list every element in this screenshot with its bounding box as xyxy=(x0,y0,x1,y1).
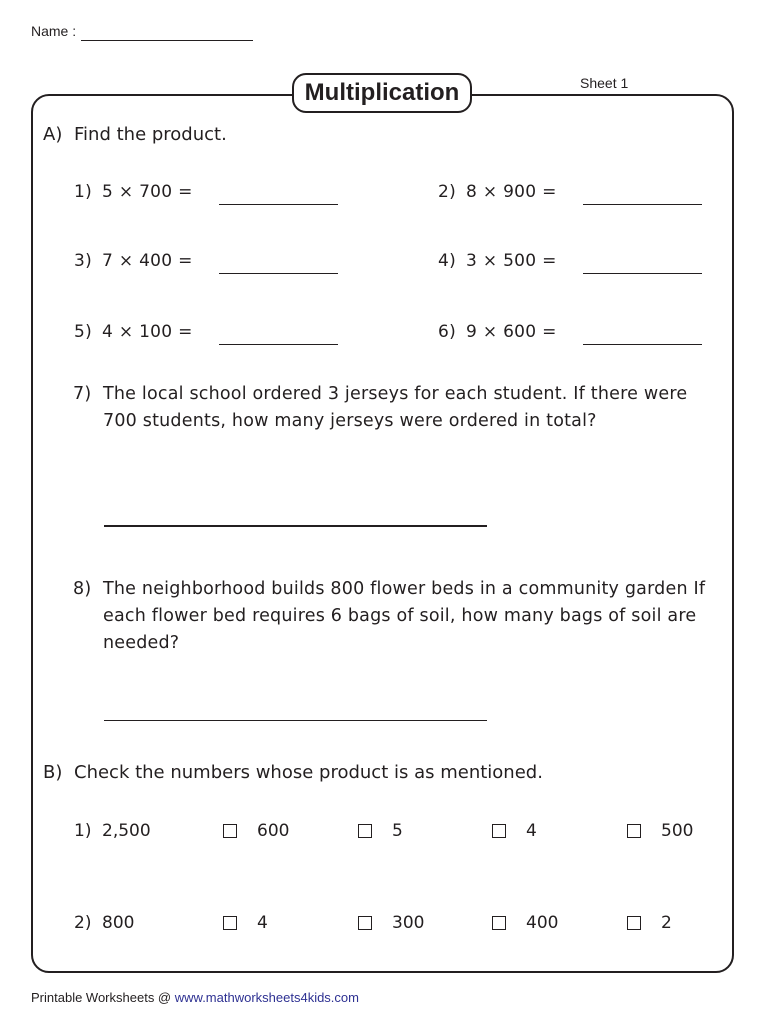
answer-line-1[interactable] xyxy=(219,204,338,205)
name-field[interactable] xyxy=(81,40,253,41)
section-a-instruction: Find the product. xyxy=(74,124,227,145)
word-problem-text: The local school ordered 3 jerseys for each student. If there were 700 students, how many jerseys were ordered in total? xyxy=(103,384,688,431)
footer xyxy=(31,990,359,1005)
problem-expression: 8 × 900 = xyxy=(466,182,557,202)
option-value: 4 xyxy=(526,821,537,841)
option-value: 2 xyxy=(661,913,672,933)
problem-expression: 9 × 600 = xyxy=(466,322,557,342)
answer-line-8[interactable] xyxy=(104,720,487,721)
problem-number: 8) xyxy=(73,579,92,599)
answer-line-2[interactable] xyxy=(583,204,702,205)
problem-expression: 7 × 400 = xyxy=(102,251,193,271)
word-problem-8 xyxy=(73,576,713,657)
check-option[interactable] xyxy=(358,913,424,933)
problem-6 xyxy=(438,322,557,342)
option-value: 600 xyxy=(257,821,290,841)
check-option[interactable] xyxy=(627,821,693,841)
checkbox[interactable] xyxy=(492,824,506,838)
checkbox[interactable] xyxy=(223,824,237,838)
word-problem-7 xyxy=(73,381,713,435)
check-option[interactable] xyxy=(492,821,537,841)
problem-number: 4) xyxy=(438,251,457,271)
problem-number: 2) xyxy=(74,913,92,933)
worksheet-frame xyxy=(31,94,734,973)
word-problem-text: The neighborhood builds 800 flower beds in a community garden If each flower bed requires 6 bags of soil, how many bags of soil are needed? xyxy=(103,579,706,653)
problem-1 xyxy=(74,182,193,202)
checkbox[interactable] xyxy=(358,916,372,930)
check-option[interactable] xyxy=(223,913,268,933)
checkbox[interactable] xyxy=(627,916,641,930)
problem-2 xyxy=(438,182,557,202)
page-title: Multiplication xyxy=(292,73,472,113)
option-value: 500 xyxy=(661,821,694,841)
check-option[interactable] xyxy=(492,913,558,933)
answer-line-3[interactable] xyxy=(219,273,338,274)
option-value: 400 xyxy=(526,913,559,933)
check-option[interactable] xyxy=(358,821,403,841)
checkbox[interactable] xyxy=(627,824,641,838)
problem-number: 3) xyxy=(74,251,93,271)
answer-line-4[interactable] xyxy=(583,273,702,274)
section-b-heading xyxy=(43,762,543,783)
problem-number: 1) xyxy=(74,821,92,841)
target-product: 2,500 xyxy=(102,821,151,841)
section-b-letter: B) xyxy=(43,762,63,783)
sheet-label: Sheet 1 xyxy=(580,75,629,91)
option-value: 4 xyxy=(257,913,268,933)
footer-link[interactable]: www.mathworksheets4kids.com xyxy=(174,990,359,1005)
name-label: Name : xyxy=(31,23,77,39)
section-a-letter: A) xyxy=(43,124,63,145)
problem-3 xyxy=(74,251,193,271)
problem-number: 1) xyxy=(74,182,93,202)
checkbox[interactable] xyxy=(223,916,237,930)
problem-number: 5) xyxy=(74,322,93,342)
problem-5 xyxy=(74,322,193,342)
checkbox[interactable] xyxy=(492,916,506,930)
check-row-2-label xyxy=(74,913,134,933)
checkbox[interactable] xyxy=(358,824,372,838)
problem-number: 2) xyxy=(438,182,457,202)
answer-line-5[interactable] xyxy=(219,344,338,345)
problem-expression: 4 × 100 = xyxy=(102,322,193,342)
problem-expression: 3 × 500 = xyxy=(466,251,557,271)
check-option[interactable] xyxy=(627,913,672,933)
problem-expression: 5 × 700 = xyxy=(102,182,193,202)
option-value: 300 xyxy=(392,913,425,933)
check-option[interactable] xyxy=(223,821,289,841)
answer-line-6[interactable] xyxy=(583,344,702,345)
section-a-heading xyxy=(43,124,227,145)
option-value: 5 xyxy=(392,821,403,841)
problem-4 xyxy=(438,251,557,271)
problem-number: 7) xyxy=(73,384,92,404)
section-b-instruction: Check the numbers whose product is as mentioned. xyxy=(74,762,543,783)
check-row-1-label xyxy=(74,821,151,841)
answer-line-7[interactable] xyxy=(104,525,487,527)
footer-prefix: Printable Worksheets @ xyxy=(31,990,175,1005)
problem-number: 6) xyxy=(438,322,457,342)
target-product: 800 xyxy=(102,913,135,933)
